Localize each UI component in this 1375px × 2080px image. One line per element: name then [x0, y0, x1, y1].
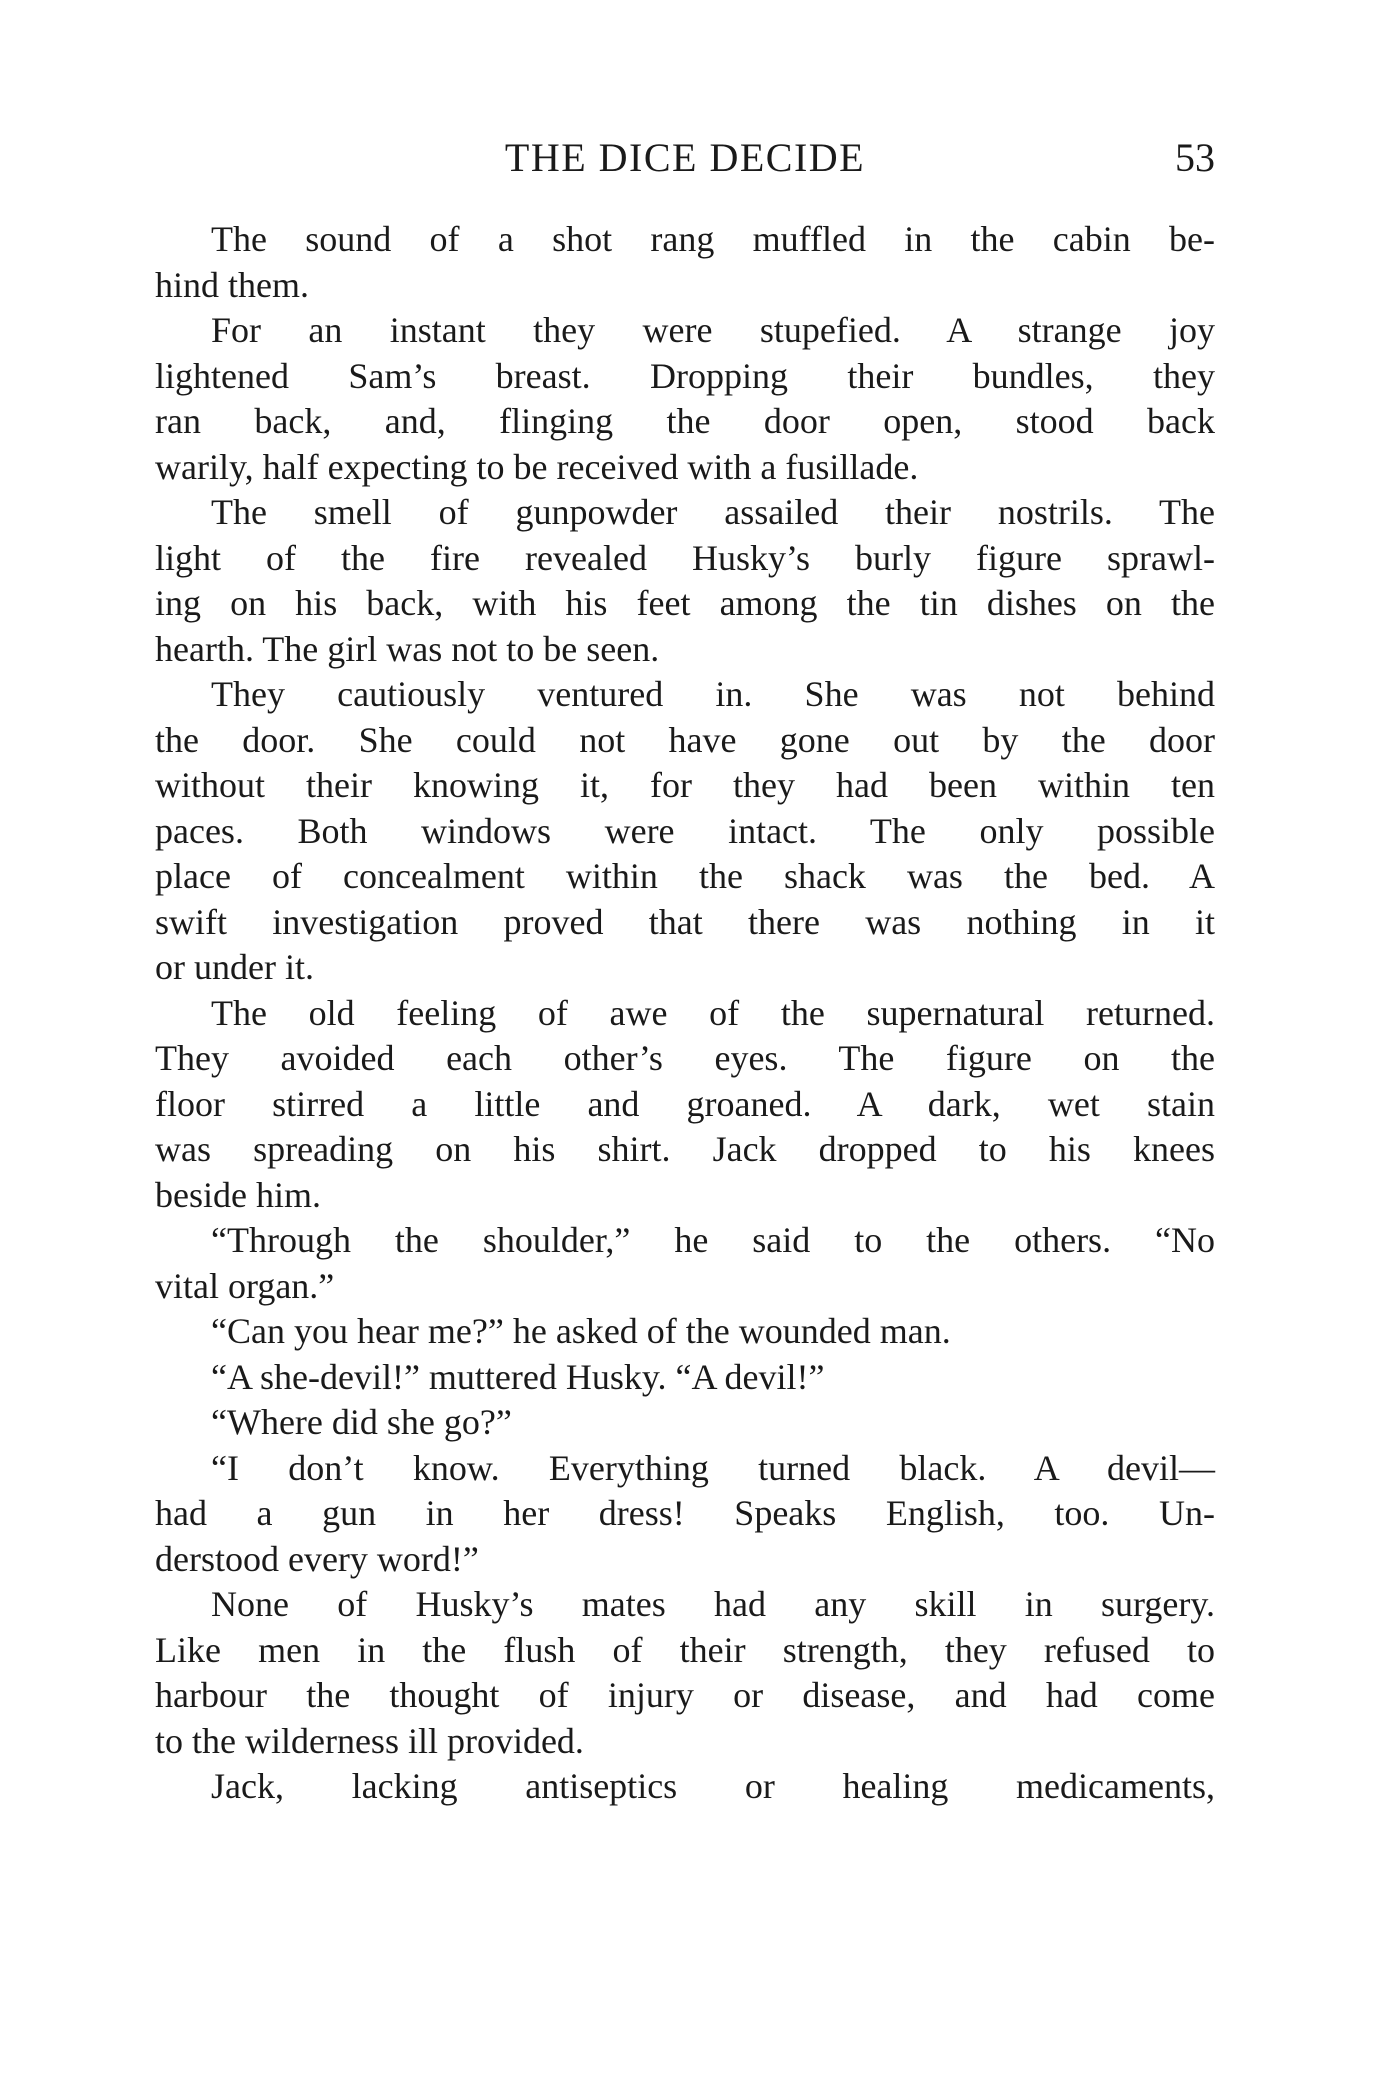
running-title: THE DICE DECIDE: [504, 135, 866, 180]
text-line: ran back, and, flinging the door open, stood back: [155, 401, 1215, 441]
text-line: The old feeling of awe of the supernatural returned.: [211, 992, 1215, 1033]
text-line: They avoided each other’s eyes. The figure on the: [155, 1038, 1215, 1078]
text-line: floor stirred a little and groaned. A dark, wet stain: [155, 1083, 1215, 1124]
text-line: ing on his back, with his feet among the tin dishes on the: [155, 583, 1215, 623]
text-line: place of concealment within the shack was the bed. A: [155, 856, 1215, 896]
text-line: or under it.: [155, 947, 314, 987]
text-line: None of Husky’s mates had any skill in surgery.: [211, 1584, 1215, 1624]
text-line: warily, half expecting to be received with a fusillade.: [155, 446, 919, 487]
text-line: hearth. The girl was not to be seen.: [155, 628, 660, 669]
text-line: “Where did she go?”: [211, 1402, 512, 1442]
text-line: For an instant they were stupefied. A strange joy: [211, 310, 1215, 350]
text-line: Jack, lacking antiseptics or healing medicaments,: [211, 1766, 1215, 1806]
text-line: “Through the shoulder,” he said to the others. “No: [211, 1220, 1215, 1260]
text-line: beside him.: [155, 1174, 321, 1215]
text-line: was spreading on his shirt. Jack dropped to his knees: [155, 1129, 1215, 1169]
text-line: paces. Both windows were intact. The only possible: [155, 810, 1215, 851]
text-line: “A she-devil!” muttered Husky. “A devil!”: [211, 1356, 825, 1397]
text-line: They cautiously ventured in. She was not behind: [211, 674, 1215, 714]
text-line: vital organ.”: [155, 1265, 335, 1306]
text-line: “Can you hear me?” he asked of the wounded man.: [211, 1311, 951, 1351]
text-line: The sound of a shot rang muffled in the cabin be-: [211, 219, 1215, 259]
text-line: swift investigation proved that there was nothing in it: [155, 901, 1215, 942]
text-line: derstood every word!”: [155, 1538, 479, 1579]
text-line: “I don’t know. Everything turned black. A devil—: [211, 1447, 1215, 1488]
text-line: had a gun in her dress! Speaks English, too. Un-: [155, 1493, 1215, 1533]
page-header: [155, 128, 1215, 188]
text-line: lightened Sam’s breast. Dropping their bundles, they: [155, 355, 1215, 396]
text-line: harbour the thought of injury or disease, and had come: [155, 1675, 1215, 1715]
text-line: The smell of gunpowder assailed their nostrils. The: [211, 492, 1215, 532]
text-line: to the wilderness ill provided.: [155, 1720, 584, 1761]
text-line: hind them.: [155, 264, 309, 305]
page-number: 53: [1175, 135, 1215, 180]
text-line: Like men in the flush of their strength, they refused to: [155, 1629, 1215, 1670]
text-line: the door. She could not have gone out by the door: [155, 719, 1215, 760]
text-line: light of the fire revealed Husky’s burly figure sprawl-: [155, 537, 1215, 578]
text-line: without their knowing it, for they had been within ten: [155, 765, 1215, 805]
body-text: [155, 217, 1215, 1810]
